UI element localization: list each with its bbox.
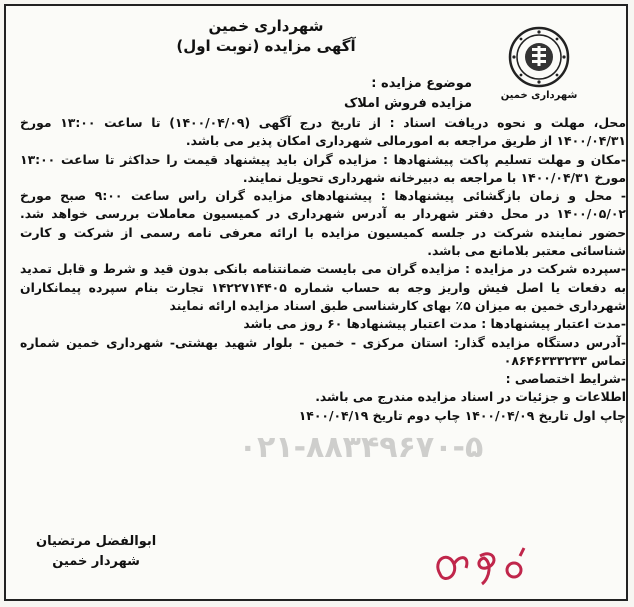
- signatory-name: ابوالفضل مرتضیان: [36, 534, 157, 549]
- subject-value: مزایده فروش املاک: [343, 96, 472, 111]
- phone-banner-text: ۰۲۱-۸۸۳۴۹۶۷۰-۵: [238, 430, 484, 465]
- subject-label: موضوع مزایده :: [371, 76, 472, 91]
- paragraph-special-terms: -شرایط اختصاصی :: [505, 371, 626, 387]
- municipality-seal-icon: [508, 26, 570, 88]
- ad-title: آگهی مزایده (نوبت اول): [176, 37, 356, 55]
- signature-block: [36, 532, 156, 572]
- paragraph-address: -آدرس دستگاه مزایده گذار: استان مرکزی - خمین - بلوار شهید بهشتی- شهرداری خمین شماره تماس ۰۸۶۴۶۳۳۳۲۳۳: [20, 334, 626, 368]
- paragraph-submission: -مکان و مهلت تسلیم پاکت پیشنهادها : مزایده گران باید پیشنهاد قیمت را حداکثر تا ساعت ۱۳:۰۰ مورخ ۱۴۰۰/۰۴/۳۱ با مراجعه به دبیرخانه شهرداری تحویل نمایند.: [20, 151, 626, 185]
- paragraph-document-pickup: محل، مهلت و نحوه دریافت اسناد : از تاریخ درج آگهی (۱۴۰۰/۰۴/۰۹) تا ساعت ۱۳:۰۰ مورخ ۱۴۰۰/۰۴/۳۱ از طریق مراجعه به امورمالی شهرداری امکان پذیر می باشد.: [20, 115, 626, 149]
- paragraph-opening: - محل و زمان بازگشائی پیشنهادها : پیشنهادهای مزایده گران راس ساعت ۹:۰۰ صبح مورخ ۱۴۰۰/۰۵/۰۲ در محل دفتر شهردار به آدرس شهرداری در کمیسیون معاملات بررسی خواهد شد. حضور نماینده شرکت در جلسه کمیسیون مزایده با ارائه معرفی نامه رسمی از شرکت و کارت شناسائی معتبر بلامانع می باشد.: [20, 188, 627, 259]
- paragraph-deposit: -سپرده شرکت در مزایده : مزایده گران می بایست ضمانتنامه بانکی بدون قید و شرط و قابل تمدید به دفعات یا اصل فیش واریز وجه به حساب شماره ۱۴۲۲۷۱۴۴۰۵ تجارت بنام سپرده پیمانکاران شهرداری خمین به میزان ۵٪ بهای کارشناسی طبق اسناد مزایده ارائه نمایند: [20, 261, 626, 313]
- organization-name: شهرداری خمین: [208, 17, 324, 35]
- ad-subject: [344, 74, 472, 114]
- handwritten-note: [426, 534, 536, 594]
- paragraph-print-dates: چاپ اول تاریخ ۱۴۰۰/۰۴/۰۹ چاپ دوم تاریخ ۱۴۰۰/۰۴/۱۹: [298, 407, 626, 423]
- signatory-role: شهردار خمین: [52, 554, 140, 569]
- ad-header: [116, 16, 416, 56]
- ad-frame: [4, 4, 628, 601]
- paragraph-validity: -مدت اعتبار پیشنهادها : مدت اعتبار پیشنهادها ۶۰ روز می باشد: [243, 316, 626, 332]
- logo-caption: شهرداری خمین: [500, 90, 578, 101]
- paragraph-details: اطلاعات و جزئیات در اسناد مزایده مندرج می باشد.: [315, 389, 626, 405]
- ad-body: [20, 114, 626, 425]
